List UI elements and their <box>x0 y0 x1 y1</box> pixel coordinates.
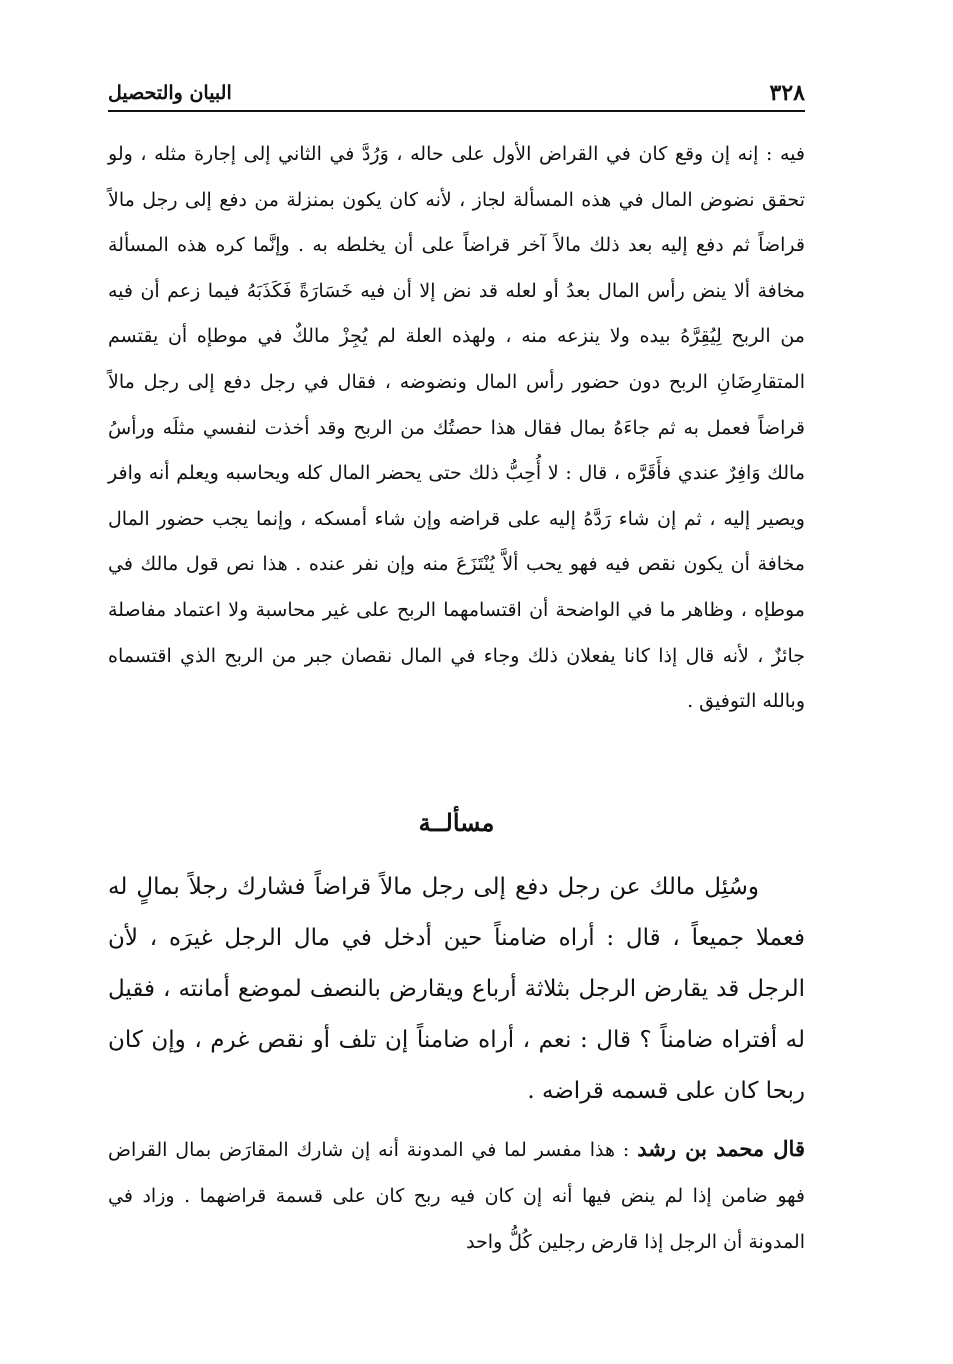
ibn-rushd-text: : هذا مفسر لما في المدونة أنه إن شارك المقارَض بمال القراض فهو ضامن إذا لم ينض فيها أنه إن كان فيه ربح كان على قسمة قراضهما . وزاد في المدونة أن الرجل إذا قارض رجلين كُلُّ واحد <box>108 1139 805 1253</box>
running-title: البيان والتحصيل <box>108 82 232 104</box>
section-heading: مسألــة <box>418 808 495 837</box>
ibn-rushd-paragraph <box>108 1126 805 1265</box>
speaker-name: قال محمد بن رشد <box>637 1136 805 1161</box>
page-number: ٣٢٨ <box>769 80 805 106</box>
question-paragraph: وسُئِل مالك عن رجل دفع إلى رجل مالاً قراضاً فشارك رجلاً بمالٍ له فعملا جميعاً ، قال : أراه ضامناً حين أدخل في مال الرجل غيرَه ، لأن الرجل قد يقارض الرجل بثلاثة أرباع ويقارض بالنصف لموضع أمانته ، فقيل له أفتراه ضامناً ؟ قال : نعم ، أراه ضامناً إن تلف أو نقص غرم ، وإن كان ربحا كان على قسمه قراضه . <box>108 874 805 1104</box>
commentary-paragraph: فيه : إنه إن وقع كان في القراض الأول على حاله ، وَرُدَّ في الثاني إلى إجارة مثله ، ولو تحقق نضوض المال في هذه المسألة لجاز ، لأنه كان يكون بمنزلة من دفع إلى رجل مالاً قراضاً ثم دفع إليه بعد ذلك مالاً آخر قراضاً على أن يخلطه به . وإنَّما كره هذه المسألة مخافة ألا ينض رأس المال بعدُ أو لعله قد نض إلا أن فيه خَسَارَةً فَكَذَبَهُ فيما زعم أن فيه من الربح لِيُقِرَّهُ بيده ولا ينزعه منه ، ولهذه العلة لم يُجِزْ مالكٌ في موطإه أن يقتسم المتقارِضَانِ الربح دون حضور رأس المال ونضوضه ، فقال في رجل دفع إلى رجل مالاً قراضاً فعمل به ثم جاءَهُ بمال فقال هذا حصتُك من الربح وقد أخذت لنفسي مثلَه ورأسُ مالك وَافِرٌ عندي فأَقَرَّه ، قال : لا أُحِبُّ ذلك حتى يحضر المال كله ويحاسبه ويعلم أنه وافر ويصير إليه ، ثم إن شاء رَدَّهُ إليه على قراضه وإن شاء أمسكه ، وإنما يجب حضور المال مخافة أن يكون نقص فيه فهو يحب ألاَّ يُنْتَزَعَ منه وإن نفر عنده . هذا نص قول مالك في موطإه ، وظاهر ما في الواضحة أن اقتسامهما الربح على غير محاسبة ولا اعتماد مفاصلة جائزٌ ، لأنه قال إذا كانا يفعلان ذلك وجاء في المال نقصان جبر من الربح الذي اقتسماه وبالله التوفيق . <box>108 143 805 713</box>
page-header <box>108 70 805 112</box>
